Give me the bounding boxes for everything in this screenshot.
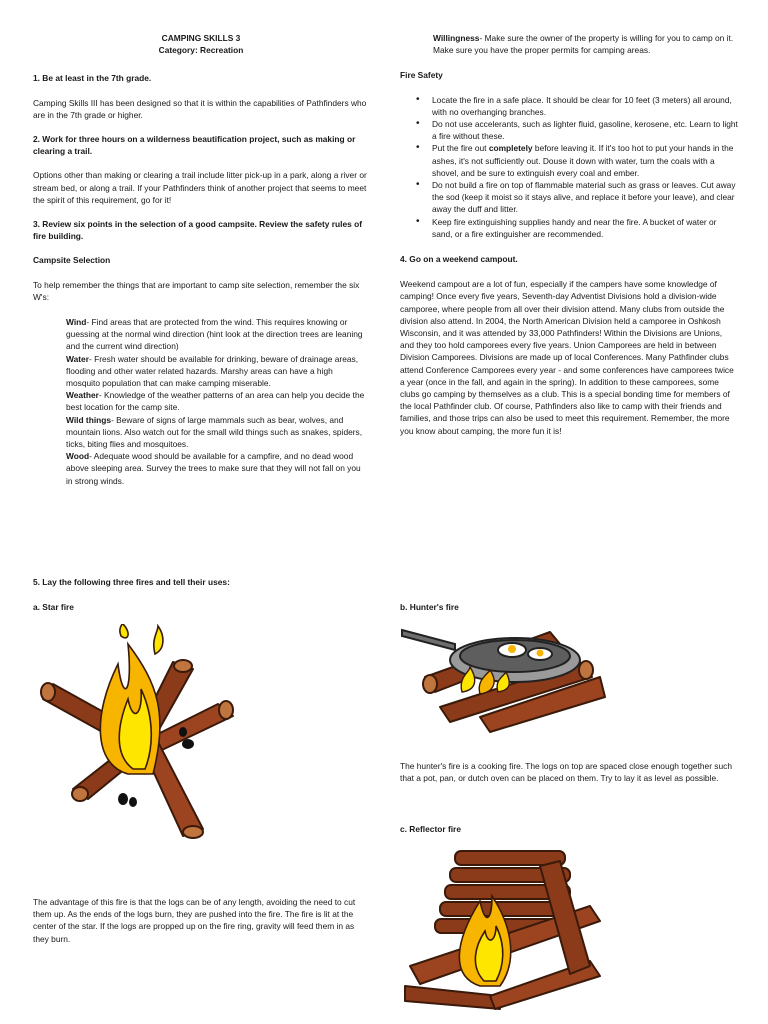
page-category: Category: Recreation <box>158 45 244 56</box>
six-ws-list <box>66 316 369 487</box>
spark-icon <box>154 626 163 654</box>
w-item-water <box>66 353 369 390</box>
fire-safety-text: Locate the fire in a safe place. It should be clear for 10 feet (3 meters) all around, with no overhanging branches. <box>432 94 732 117</box>
spark-icon <box>120 624 128 638</box>
fire-safety-item <box>432 179 738 216</box>
w-item-wild-things <box>66 414 369 451</box>
log-end-icon <box>174 660 192 672</box>
pan-handle-icon <box>402 630 455 650</box>
fire-safety-item <box>432 118 738 142</box>
w-text: - Make sure the owner of the property is willing for you to camp on it. Make sure you have the proper permits for camping areas. <box>433 33 734 56</box>
w-term: Water <box>66 353 89 364</box>
req2-heading: 2. Work for three hours on a wilderness beautification project, such as making or clearing a trail. <box>33 134 356 157</box>
w-term: Weather <box>66 390 99 401</box>
w-item-wood <box>66 450 369 487</box>
page-title: CAMPING SKILLS 3 <box>161 33 241 43</box>
log-end-icon <box>41 683 55 701</box>
star-fire-label: a. Star fire <box>33 602 74 612</box>
rock-icon <box>182 739 194 749</box>
req1-heading: 1. Be at least in the 7th grade. <box>33 73 152 84</box>
fire-safety-list <box>400 94 738 240</box>
w-text: - Fresh water should be available for drinking, beware of drainage areas, flooding and other water related hazards. Marshy areas can have a high mosquito population that can make camping miserable. <box>66 353 359 389</box>
log-end-icon <box>72 787 88 801</box>
req5-heading: 5. Lay the following three fires and tell their uses: <box>33 577 230 587</box>
req1-text: Camping Skills III has been designed so that it is within the capabilities of Pathfinders who are in the 7th grade or higher. <box>33 97 367 120</box>
w-term: Wind <box>66 317 87 328</box>
rock-icon <box>129 797 137 807</box>
right-column <box>400 0 738 437</box>
fire-safety-text: Do not build a fire on top of flammable material such as grass or leaves. Cut away the sod (keep it moist so it stays alive, and replace it before your leave), and clear away the duff and litter. <box>432 180 736 215</box>
rock-icon <box>118 793 128 805</box>
fire-safety-text: Keep fire extinguishing supplies handy and near the fire. A bucket of water or sand, or a fire extinguisher are recommended. <box>432 216 717 239</box>
w-term: Wood <box>66 451 90 462</box>
w-item-willingness <box>433 32 738 56</box>
star-fire-illustration <box>33 624 243 854</box>
w-term: Wild things <box>66 414 112 425</box>
campsite-intro: To help remember the things that are important to camp site selection, remember the six W's: <box>33 279 360 302</box>
hunters-fire-illustration <box>400 622 610 737</box>
log-end-icon <box>219 701 233 719</box>
fire-safety-item <box>432 142 738 179</box>
log-end-icon <box>423 675 437 693</box>
rock-icon <box>179 727 187 737</box>
w-term: Willingness <box>433 33 480 43</box>
w-text: - Beware of signs of large mammals such as bear, wolves, and mountain lions. Also watch out for the small wild things such as snakes, spiders, ticks, biting flies and mosquitoes. <box>66 414 363 450</box>
log-end-icon <box>579 661 593 679</box>
fire-safety-text: Do not use accelerants, such as lighter fluid, gasoline, kerosene, etc. Learn to light a fire without these. <box>432 119 738 142</box>
w-text: - Find areas that are protected from the wind. This requires knowing or guessing at the normal wind direction (hint look at the direction trees are leaning and the current wind direction) <box>66 317 363 352</box>
w-item-weather <box>66 389 369 413</box>
req4-text: Weekend campout are a lot of fun, especially if the campers have some knowledge of camping! Once every five years, Seventh-day Adventist Divisions hold a division-wide camporee, where people from all over their division attend. Many clubs from outside the division also attend. In 2004, the North American Division held a camporee in Oshkosh Wisconsin, and it was attended by 33,000 Pathfinders! Within the Divisions are Unions, and they too hold camporees every five years. Union Camporees are held in between Division Camporees. Divisions are made up of local Conferences. Many Pathfinder clubs attend Conference Camporees every year - and some conferences have camporees twice a year (once in the fall, and again in the spring). In addition to these camporees, some clubs go camping by themselves as a club. This is a special bonding time for members of the local Pathfinder club. Of course, Pathfinders also like to camp with their friends and families, and those trips can also be used to meet this requirement. Remember, the more you know about camping, the more fun it is! <box>400 279 734 436</box>
star-fire-text: The advantage of this fire is that the logs can be of any length, avoiding the need to cut them up. As the ends of the logs burn, they are pushed into the fire. The fire is lit at the center of the star. If the logs are propped up on the fire ring, gravity will feed them in as they burn. <box>33 897 356 944</box>
fire-safety-item <box>432 94 738 118</box>
log-end-icon <box>183 826 203 838</box>
campsite-selection-heading: Campsite Selection <box>33 255 111 266</box>
fire-safety-text: Put the fire out <box>432 143 489 154</box>
hunters-fire-label: b. Hunter's fire <box>400 602 459 612</box>
req3-heading: 3. Review six points in the selection of a good campsite. Review the safety rules of fire building. <box>33 219 363 242</box>
fire-safety-item <box>432 216 738 240</box>
fire-safety-heading: Fire Safety <box>400 70 443 81</box>
hunters-fire-text: The hunter's fire is a cooking fire. The logs on top are spaced close enough together such that a pot, pan, or dutch oven can be placed on them. Try to lay it as level as possible. <box>400 761 732 784</box>
w-text: - Knowledge of the weather patterns of an area can help you decide the best location for the camp site. <box>66 390 365 413</box>
fire-safety-text: before leaving it. If it's too hot to put your hands in the ashes, it's not sufficiently out. Douse it down with water, turn the coals with a shovel, and be sure to extinguish every coal and ember. <box>432 143 734 178</box>
reflector-fire-label: c. Reflector fire <box>400 824 461 834</box>
reflector-fire-illustration <box>400 846 610 1011</box>
left-column <box>33 0 369 487</box>
w-text: - Adequate wood should be available for a campfire, and no dead wood above sleeping area. Survey the trees to make sure that they will not fall on you in strong winds. <box>66 451 361 486</box>
log-icon <box>405 986 500 1009</box>
document-header <box>33 32 369 56</box>
fire-safety-emphasis: completely <box>488 143 533 154</box>
req4-heading: 4. Go on a weekend campout. <box>400 254 518 265</box>
req2-text: Options other than making or clearing a trail include litter pick-up in a park, along a river or stream bed, or along a trail. If your Pathfinders think of another project that seems to meet the spirit of this requirement, go for it! <box>33 170 367 205</box>
w-item-wind <box>66 316 369 353</box>
